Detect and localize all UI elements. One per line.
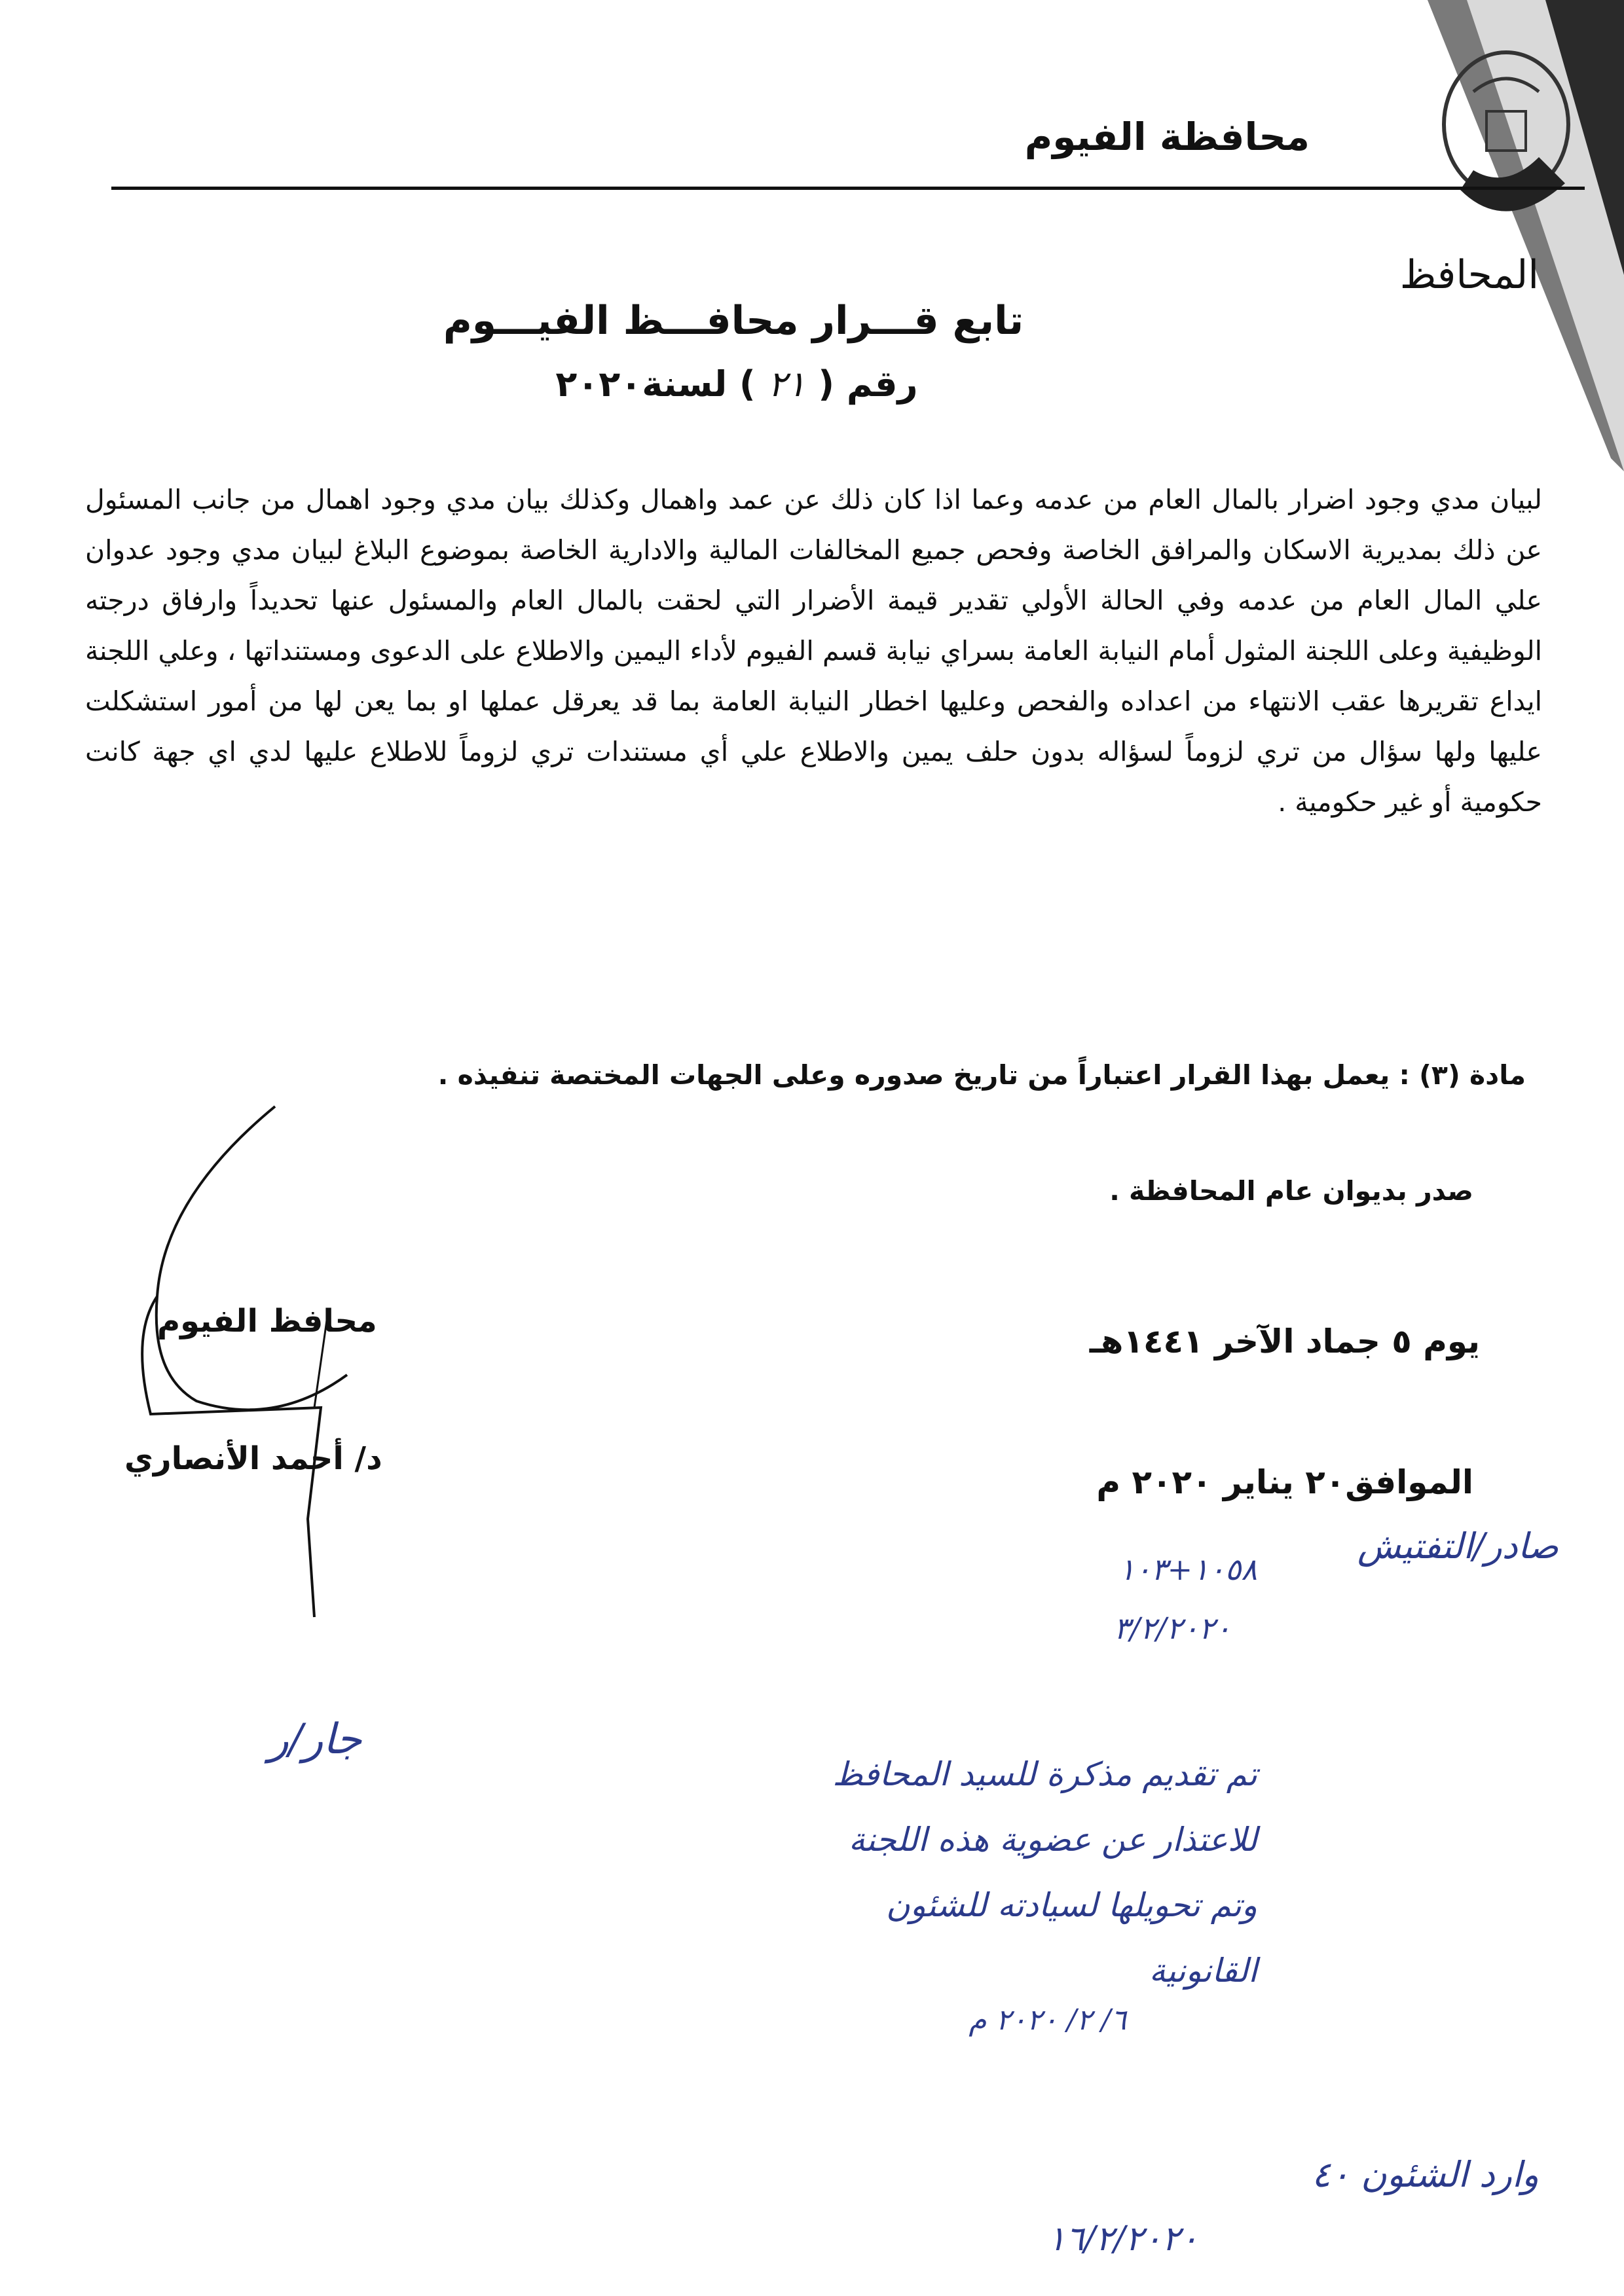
memo-line: وتم تحويلها لسيادته للشئون: [886, 1886, 1257, 1924]
handwritten-inspection-number: ١٠٥٨+١٠٣: [1118, 1552, 1257, 1587]
handwritten-memo-note: [668, 1741, 1257, 2003]
body-paragraph: لبيان مدي وجود اضرار بالمال العام من عدمه وعما اذا كان ذلك عن عمد واهمال وكذلك بيان مدي وجود اهمال من جانب المسئول عن ذلك بمديرية الاسكان والمرافق الخاصة وفحص جميع المخالفات المالية والادارية الخاصة بموضوع البلاغ لبيان مدي وجود عدوان علي المال العام من عدمه وفي الحالة الأولي تقدير قيمة الأضرار التي لحقت بالمال العام والمسئول عنها تحديداً وارفاق درجته الوظيفية وعلى اللجنة المثول أمام النيابة العامة بسراي نيابة قسم الفيوم لأداء اليمين والاطلاع على الدعوى ومستنداتها ، وعلي اللجنة ايداع تقريرها عقب الانتهاء من اعداده والفحص وعليها اخطار النيابة العامة بما قد يعرقل عملها او بما يعن لها من أمور استشكلت عليها ولها سؤال من تري لزوماً لسؤاله بدون حلف يمين والاطلاع علي أي مستندات تري لزوماً للاطلاع عليها لدي اي جهة كانت حكومية أو غير حكومية .: [85, 484, 1542, 818]
governorate-title: محافظة الفيوم: [1024, 115, 1310, 159]
handwritten-inspection-date: ٣/٢/٢٠٢٠: [1113, 1611, 1231, 1646]
handwritten-inspection-note: صادر/التفتيش: [1357, 1525, 1559, 1567]
article-3: مادة (٣) : يعمل بهذا القرار اعتباراً من تاريخ صدوره وعلى الجهات المختصة تنفيذه .: [437, 1059, 1526, 1091]
handwritten-memo-date: ٦/ ٢/ ٢٠٢٠ م: [969, 2003, 1126, 2037]
decision-number-prefix: رقم (: [818, 363, 918, 405]
decision-number: [0, 363, 1624, 405]
decision-body: [85, 475, 1542, 828]
signatory-title: محافظ الفيوم: [157, 1303, 377, 1339]
hijri-date: يوم ٥ جماد الآخر ١٤٤١هـ: [1089, 1322, 1480, 1360]
office-label: المحافظ: [1399, 252, 1539, 298]
header-divider: [111, 187, 1585, 190]
decision-number-value: ٢١: [767, 363, 806, 405]
handwritten-jar-note: جار/ر: [268, 1715, 362, 1764]
handwritten-incoming-note: وارد الشئون ٤٠: [1311, 2154, 1539, 2195]
signatory-name: د/ أحمد الأنصاري: [124, 1440, 382, 1477]
memo-line: تم تقديم مذكرة للسيد المحافظ: [832, 1755, 1257, 1793]
handwritten-incoming-date: ١٦/٢/٢٠٢٠: [1047, 2219, 1198, 2259]
gregorian-date: الموافق٢٠ يناير ٢٠٢٠ م: [1096, 1463, 1473, 1501]
memo-line: للاعتذار عن عضوية هذه اللجنة: [848, 1821, 1257, 1859]
decision-number-suffix: ) لسنة٢٠٢٠: [555, 363, 756, 405]
memo-line: القانونية: [1149, 1952, 1257, 1990]
governor-signature: [0, 1100, 458, 1624]
decision-title: تابع قـــرار محافـــظ الفيـــوم: [443, 298, 1024, 344]
issued-at: صدر بديوان عام المحافظة .: [1109, 1175, 1473, 1207]
